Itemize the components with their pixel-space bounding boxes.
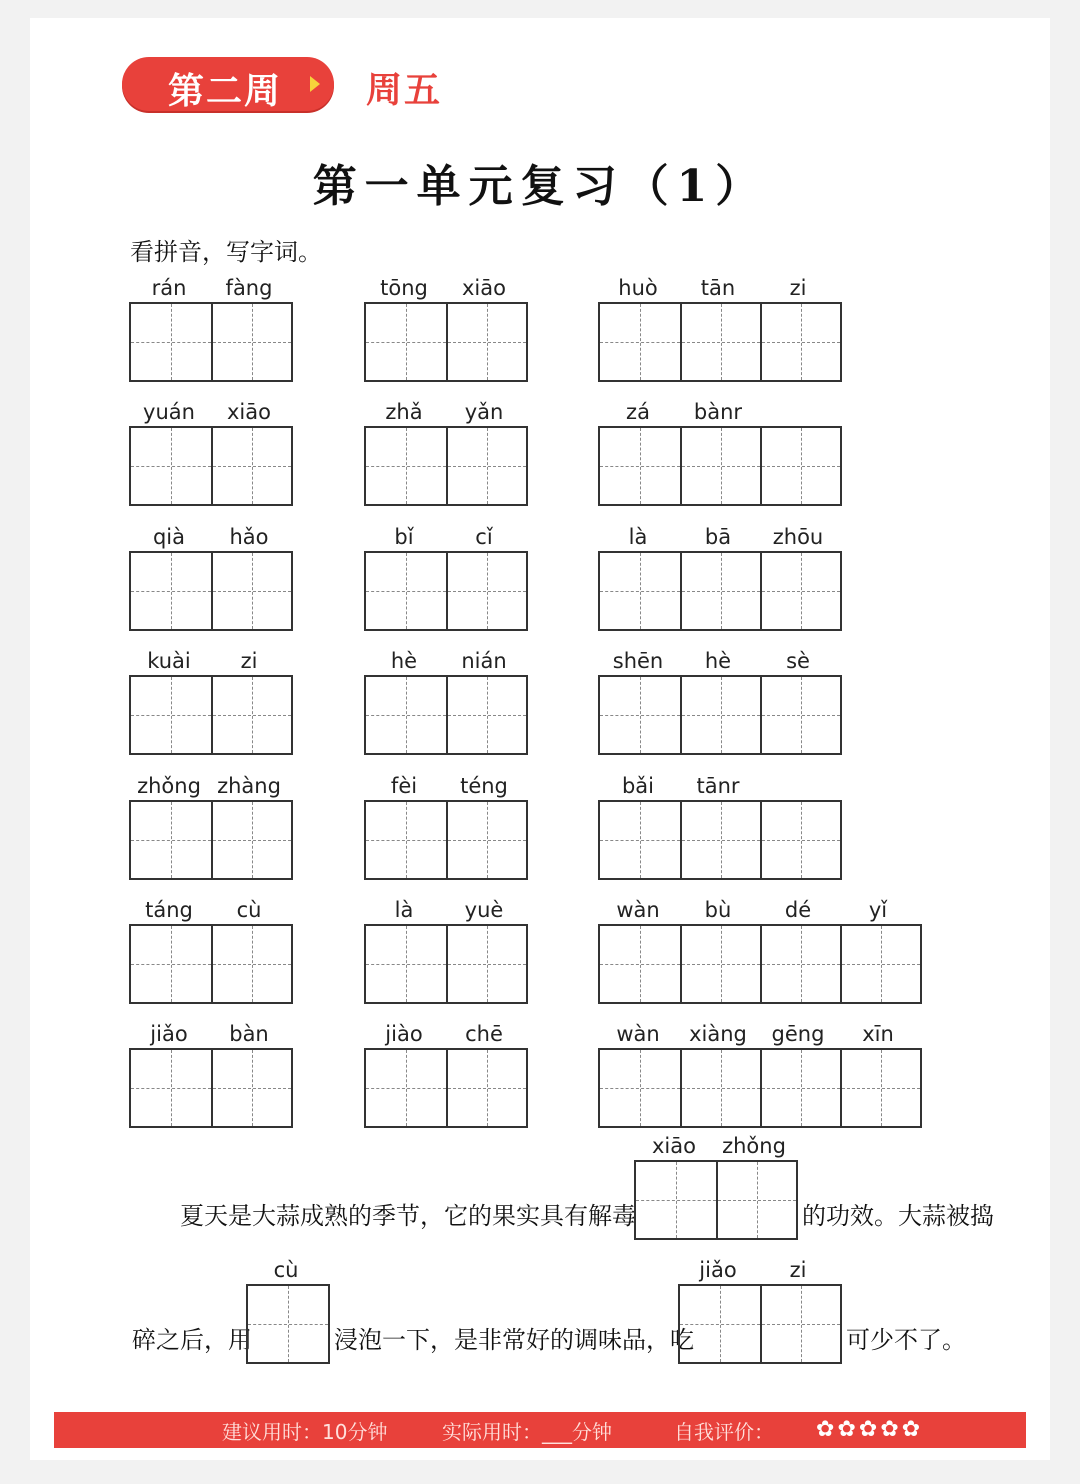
character-cell[interactable] xyxy=(600,304,680,380)
character-cell[interactable] xyxy=(760,428,840,504)
flower-star-icon[interactable]: ✿ xyxy=(858,1417,878,1442)
pinyin-label: tānr xyxy=(696,774,740,798)
pinyin-label: zhàng xyxy=(217,774,281,798)
pinyin-label: zhǒng xyxy=(722,1134,786,1158)
character-cell[interactable] xyxy=(131,926,211,1002)
pinyin-label: fàng xyxy=(225,276,273,300)
character-cell[interactable] xyxy=(760,553,840,629)
character-cell[interactable] xyxy=(680,802,760,878)
pinyin-label: zi xyxy=(789,276,807,300)
character-cell[interactable] xyxy=(366,428,446,504)
character-cell[interactable] xyxy=(211,428,291,504)
character-cell[interactable] xyxy=(760,1286,840,1362)
character-cell[interactable] xyxy=(211,1050,291,1126)
pinyin-label: bù xyxy=(704,898,732,922)
pinyin-label: bā xyxy=(704,525,732,549)
pinyin-label: zi xyxy=(240,649,258,673)
character-boxes xyxy=(364,924,528,1004)
character-boxes xyxy=(364,426,528,506)
pinyin-label: cǐ xyxy=(475,525,493,549)
character-cell[interactable] xyxy=(446,1050,526,1126)
pinyin-label: hè xyxy=(390,649,418,673)
pinyin-label: dé xyxy=(784,898,812,922)
character-cell[interactable] xyxy=(680,304,760,380)
flower-star-icon[interactable]: ✿ xyxy=(816,1417,835,1442)
character-boxes xyxy=(678,1284,842,1364)
character-boxes xyxy=(598,551,842,631)
pinyin-label: shēn xyxy=(612,649,664,673)
passage-line2-start: 碎之后，用 xyxy=(132,1326,252,1354)
rating-stars[interactable] xyxy=(816,1418,920,1442)
pinyin-label: jiào xyxy=(385,1022,423,1046)
character-cell[interactable] xyxy=(211,553,291,629)
character-cell[interactable] xyxy=(211,304,291,380)
pinyin-label: táng xyxy=(145,898,193,922)
pinyin-label: fèi xyxy=(390,774,418,798)
flower-star-icon[interactable]: ✿ xyxy=(837,1417,856,1442)
character-cell[interactable] xyxy=(760,304,840,380)
passage-line1-after: 的功效。大蒜被捣 xyxy=(802,1202,994,1230)
character-cell[interactable] xyxy=(131,677,211,753)
character-cell[interactable] xyxy=(131,304,211,380)
pinyin-label: xīn xyxy=(862,1022,894,1046)
character-cell[interactable] xyxy=(680,1050,760,1126)
character-boxes xyxy=(129,551,293,631)
character-cell[interactable] xyxy=(366,553,446,629)
character-boxes xyxy=(598,800,842,880)
instruction-text: 看拼音，写字词。 xyxy=(130,238,322,266)
character-cell[interactable] xyxy=(446,926,526,1002)
character-cell[interactable] xyxy=(446,304,526,380)
footer-bar xyxy=(54,1412,1026,1448)
week-label: 第二周 xyxy=(168,71,283,112)
character-cell[interactable] xyxy=(600,926,680,1002)
character-boxes xyxy=(598,924,922,1004)
character-cell[interactable] xyxy=(366,802,446,878)
suggested-time: 建议用时：10分钟 xyxy=(222,1420,388,1444)
flower-star-icon[interactable]: ✿ xyxy=(880,1417,899,1442)
pinyin-label: yǐ xyxy=(868,898,888,922)
character-boxes xyxy=(598,1048,922,1128)
character-cell[interactable] xyxy=(600,553,680,629)
page-title: 第一单元复习（1） xyxy=(312,161,768,212)
character-cell[interactable] xyxy=(446,802,526,878)
passage-line2-middle: 浸泡一下，是非常好的调味品，吃 xyxy=(334,1326,694,1354)
character-boxes xyxy=(598,675,842,755)
character-cell[interactable] xyxy=(366,926,446,1002)
pinyin-label: chē xyxy=(465,1022,503,1046)
character-cell[interactable] xyxy=(840,1050,920,1126)
character-cell[interactable] xyxy=(131,553,211,629)
character-boxes xyxy=(598,426,842,506)
character-boxes xyxy=(129,426,293,506)
character-cell[interactable] xyxy=(636,1162,716,1238)
character-cell[interactable] xyxy=(131,802,211,878)
character-cell[interactable] xyxy=(716,1162,796,1238)
character-cell[interactable] xyxy=(248,1286,328,1362)
pinyin-label: cù xyxy=(273,1258,299,1282)
character-boxes xyxy=(129,1048,293,1128)
pinyin-label: nián xyxy=(461,649,507,673)
character-cell[interactable] xyxy=(211,677,291,753)
pinyin-label: yǎn xyxy=(464,400,504,424)
pinyin-label: tōng xyxy=(380,276,428,300)
character-cell[interactable] xyxy=(366,1050,446,1126)
pinyin-label: zhǎ xyxy=(385,400,423,424)
pinyin-label: huò xyxy=(618,276,658,300)
character-boxes xyxy=(129,800,293,880)
character-cell[interactable] xyxy=(680,677,760,753)
pinyin-label: hè xyxy=(704,649,732,673)
pinyin-label: là xyxy=(628,525,648,549)
character-cell[interactable] xyxy=(840,926,920,1002)
character-cell[interactable] xyxy=(131,1050,211,1126)
pinyin-label: sè xyxy=(786,649,810,673)
character-cell[interactable] xyxy=(366,304,446,380)
pinyin-label: tān xyxy=(700,276,736,300)
character-cell[interactable] xyxy=(211,802,291,878)
character-cell[interactable] xyxy=(760,1050,840,1126)
character-boxes xyxy=(129,302,293,382)
character-boxes xyxy=(634,1160,798,1240)
pinyin-label: zhǒng xyxy=(137,774,201,798)
character-boxes xyxy=(246,1284,330,1364)
character-boxes xyxy=(364,1048,528,1128)
pinyin-label: téng xyxy=(460,774,508,798)
character-boxes xyxy=(364,551,528,631)
character-cell[interactable] xyxy=(680,428,760,504)
pinyin-label: bàn xyxy=(229,1022,269,1046)
pinyin-label: xiàng xyxy=(689,1022,747,1046)
pinyin-label: wàn xyxy=(616,898,660,922)
character-cell[interactable] xyxy=(446,428,526,504)
pinyin-label: yuè xyxy=(464,898,504,922)
character-cell[interactable] xyxy=(680,926,760,1002)
character-cell[interactable] xyxy=(600,1050,680,1126)
character-cell[interactable] xyxy=(211,926,291,1002)
pinyin-label: bànr xyxy=(693,400,743,424)
pinyin-label: zi xyxy=(789,1258,807,1282)
self-evaluation-label: 自我评价： xyxy=(674,1420,774,1444)
passage-line2-end: 可少不了。 xyxy=(846,1326,966,1354)
character-cell[interactable] xyxy=(600,428,680,504)
pinyin-label: xiāo xyxy=(227,400,271,424)
pinyin-label: hǎo xyxy=(229,525,269,549)
pinyin-label: là xyxy=(394,898,414,922)
pinyin-label: zá xyxy=(626,400,650,424)
character-cell[interactable] xyxy=(760,926,840,1002)
pinyin-label: zhōu xyxy=(772,525,824,549)
pinyin-label: jiǎo xyxy=(150,1022,188,1046)
actual-time: 实际用时：___分钟 xyxy=(442,1420,612,1444)
character-boxes xyxy=(129,675,293,755)
character-cell[interactable] xyxy=(600,677,680,753)
week-badge xyxy=(122,57,334,111)
character-boxes xyxy=(364,302,528,382)
pinyin-label: xiāo xyxy=(652,1134,696,1158)
character-cell[interactable] xyxy=(760,802,840,878)
pinyin-label: qià xyxy=(152,525,186,549)
pinyin-label: xiāo xyxy=(462,276,506,300)
character-boxes xyxy=(364,675,528,755)
pinyin-label: jiǎo xyxy=(699,1258,737,1282)
pinyin-label: bǎi xyxy=(621,774,655,798)
character-cell[interactable] xyxy=(680,1286,760,1362)
arrow-right-icon xyxy=(310,76,320,92)
character-cell[interactable] xyxy=(366,677,446,753)
character-boxes xyxy=(129,924,293,1004)
day-label: 周五 xyxy=(366,70,443,111)
pinyin-label: yuán xyxy=(143,400,195,424)
pinyin-label: gēng xyxy=(771,1022,825,1046)
passage-line1-before: 夏天是大蒜成熟的季节，它的果实具有解毒 xyxy=(180,1202,636,1230)
character-boxes xyxy=(364,800,528,880)
character-cell[interactable] xyxy=(446,677,526,753)
pinyin-label: kuài xyxy=(147,649,191,673)
pinyin-label: rán xyxy=(151,276,187,300)
character-cell[interactable] xyxy=(760,677,840,753)
pinyin-label: wàn xyxy=(616,1022,660,1046)
character-cell[interactable] xyxy=(600,802,680,878)
flower-star-icon[interactable]: ✿ xyxy=(901,1417,921,1442)
character-boxes xyxy=(598,302,842,382)
character-cell[interactable] xyxy=(131,428,211,504)
pinyin-label: cù xyxy=(236,898,262,922)
character-cell[interactable] xyxy=(680,553,760,629)
pinyin-label: bǐ xyxy=(394,525,414,549)
character-cell[interactable] xyxy=(446,553,526,629)
